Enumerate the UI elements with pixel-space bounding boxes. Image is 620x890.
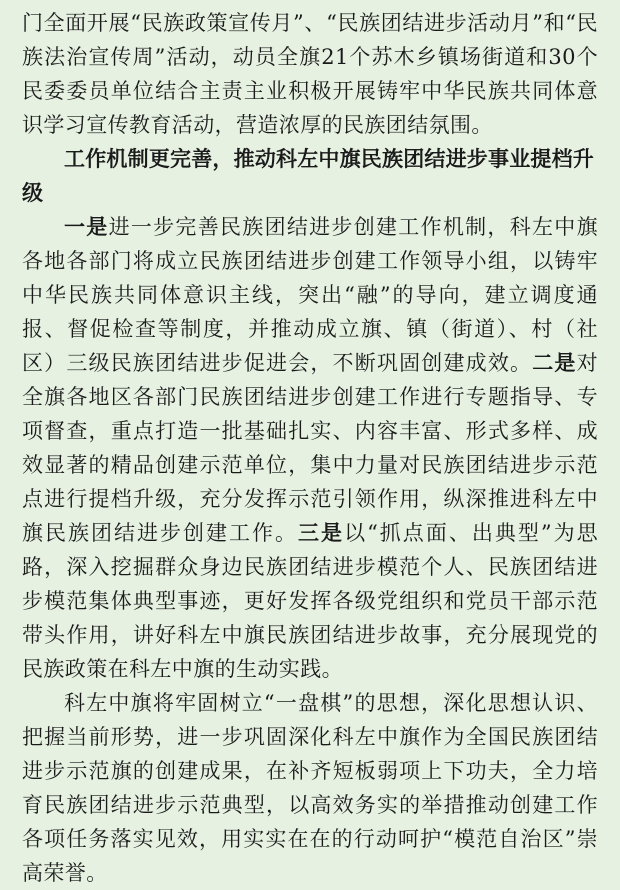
lead-third: 三是 [298,520,345,545]
text-third: 以“抓点面、出典型”为思路，深入挖掘群众身边民族团结进步模范个人、民族团结进步模范集体典型事迹，更好发挥各级党组织和党员干部示范带头作用，讲好科左中旗民族团结进步故事，充分展现党的民族政策在科左中旗的生动实践。 [22,521,598,681]
text-second: 对全旗各地区各部门民族团结进步创建工作进行专题指导、专项督查，重点打造一批基础扎实、内容丰富、形式多样、成效显著的精品创建示范单位，集中力量对民族团结进步示范点进行提档升级，充分发挥示范引领作用，纵深推进科左中旗民族团结进步创建工作。 [22,351,598,545]
paragraph-mechanism [22,210,598,686]
lead-first: 一是 [64,214,109,239]
paragraph-conclusion: 科左中旗将牢固树立“一盘棋”的思想，深化思想认识、把握当前形势，进一步巩固深化科左中旗作为全国民族团结进步示范旗的创建成果，在补齐短板弱项上下功夫，全力培育民族团结进步示范典型，以高效务实的举措推动创建工作各项任务落实见效，用实实在在的行动呵护“模范自治区”崇高荣誉。 [22,691,598,885]
text-first: 进一步完善民族团结进步创建工作机制，科左中旗各地各部门将成立民族团结进步创建工作领导小组，以铸牢中华民族共同体意识主线，突出“融”的导向，建立调度通报、督促检查等制度，并推动成立旗、镇（街道）、村（社区）三级民族团结进步促进会，不断巩固创建成效。 [22,215,598,375]
section-heading: 工作机制更完善，推动科左中旗民族团结进步事业提档升级 [22,147,594,205]
lead-second: 二是 [532,350,577,375]
paragraph-campaigns: 门全面开展“民族政策宣传月”、“民族团结进步活动月”和“民族法治宣传周”活动，动员全旗21个苏木乡镇场街道和30个民委委员单位结合主责主业积极开展铸牢中华民族共同体意识学习宣传教育活动，营造浓厚的民族团结氛围。 [22,11,598,137]
